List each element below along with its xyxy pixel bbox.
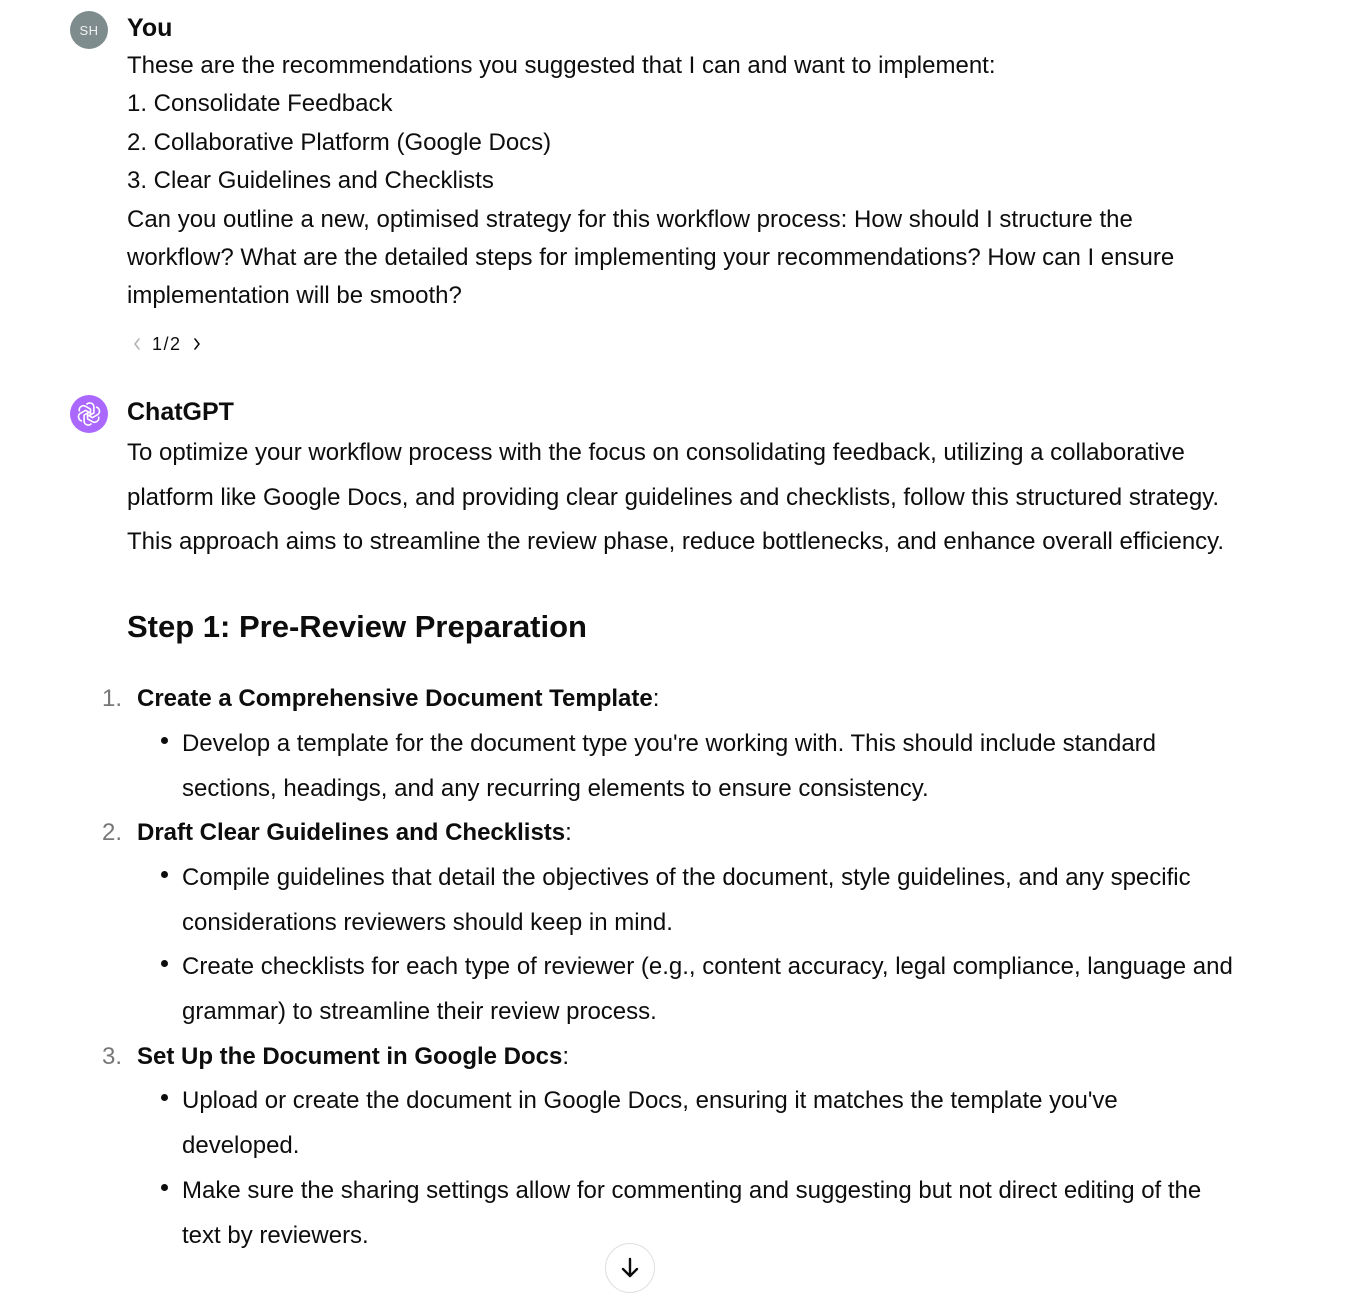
bullet-text: Create checklists for each type of reviewer (e.g., content accuracy, legal compliance, language and grammar) to streamline their review process. (182, 953, 1233, 1026)
openai-logo-icon (76, 401, 102, 427)
user-message-line: 2. Collaborative Platform (Google Docs) (127, 128, 552, 156)
assistant-message (102, 431, 1237, 1258)
list-item (102, 1035, 1237, 1259)
step-heading: Step 1: Pre-Review Preparation (127, 609, 587, 645)
bullet-item (137, 945, 1237, 1034)
user-avatar (70, 11, 108, 49)
bullet-item (137, 1079, 1237, 1168)
step-list (102, 677, 1237, 1258)
user-message (127, 47, 1237, 316)
bullet-item (137, 722, 1237, 811)
version-counter: 1/2 (152, 333, 182, 354)
list-number: 2. (102, 819, 123, 847)
list-number: 1. (102, 685, 123, 713)
bullet-icon (161, 960, 168, 967)
user-avatar-initials: SH (79, 22, 99, 38)
list-item-title: Set Up the Document in Google Docs (137, 1042, 563, 1070)
list-item (102, 811, 1237, 1035)
bullet-list (137, 1079, 1237, 1258)
arrow-down-icon (619, 1256, 641, 1280)
bullet-text: Develop a template for the document type you're working with. This should include standard sections, headings, and any recurring elements to ensure consistency. (182, 729, 1157, 802)
list-item-suffix: : (562, 1042, 570, 1070)
list-item (102, 677, 1237, 811)
assistant-avatar (70, 395, 108, 433)
chevron-left-icon[interactable] (127, 331, 147, 357)
assistant-intro: To optimize your workflow process with the focus on consolidating feedback, utilizing a collaborative platform like Google Docs, and providing clear guidelines and checklists, follow this structured strategy. This approach aims to streamline the review phase, reduce bottlenecks, and enhance overall efficiency. (127, 439, 1225, 556)
list-item-suffix: : (565, 819, 572, 847)
user-message-line: Can you outline a new, optimised strategy for this workflow process: How should I structure the workflow? What are the detailed steps for implementing your recommendations? How can I ensure implementation will be smooth? (127, 205, 1175, 310)
chevron-right-icon[interactable] (187, 331, 207, 357)
bullet-list (137, 856, 1237, 1035)
list-number: 3. (102, 1042, 123, 1070)
bullet-text: Upload or create the document in Google Docs, ensuring it matches the template you've developed. (182, 1087, 1118, 1160)
scroll-to-bottom-button[interactable] (605, 1243, 655, 1293)
bullet-icon (161, 871, 168, 878)
bullet-text: Compile guidelines that detail the objectives of the document, style guidelines, and any specific considerations reviewers should keep in mind. (182, 863, 1191, 936)
user-message-line: These are the recommendations you suggested that I can and want to implement: (127, 52, 996, 79)
list-item-suffix: : (652, 685, 660, 713)
list-item-title: Draft Clear Guidelines and Checklists (137, 819, 566, 847)
list-item-title: Create a Comprehensive Document Template (137, 685, 653, 713)
bullet-icon (161, 1094, 168, 1101)
assistant-author-name: ChatGPT (127, 398, 234, 426)
bullet-text: Make sure the sharing settings allow for commenting and suggesting but not direct editing of the text by reviewers. (182, 1176, 1202, 1249)
user-message-line: 3. Clear Guidelines and Checklists (127, 167, 494, 195)
bullet-item (137, 856, 1237, 945)
user-message-line: 1. Consolidate Feedback (127, 90, 393, 118)
bullet-icon (161, 1184, 168, 1191)
message-version-pager (127, 331, 207, 357)
bullet-list (137, 722, 1237, 811)
bullet-item (137, 1169, 1237, 1258)
bullet-icon (161, 737, 168, 744)
user-author-name: You (127, 14, 173, 42)
